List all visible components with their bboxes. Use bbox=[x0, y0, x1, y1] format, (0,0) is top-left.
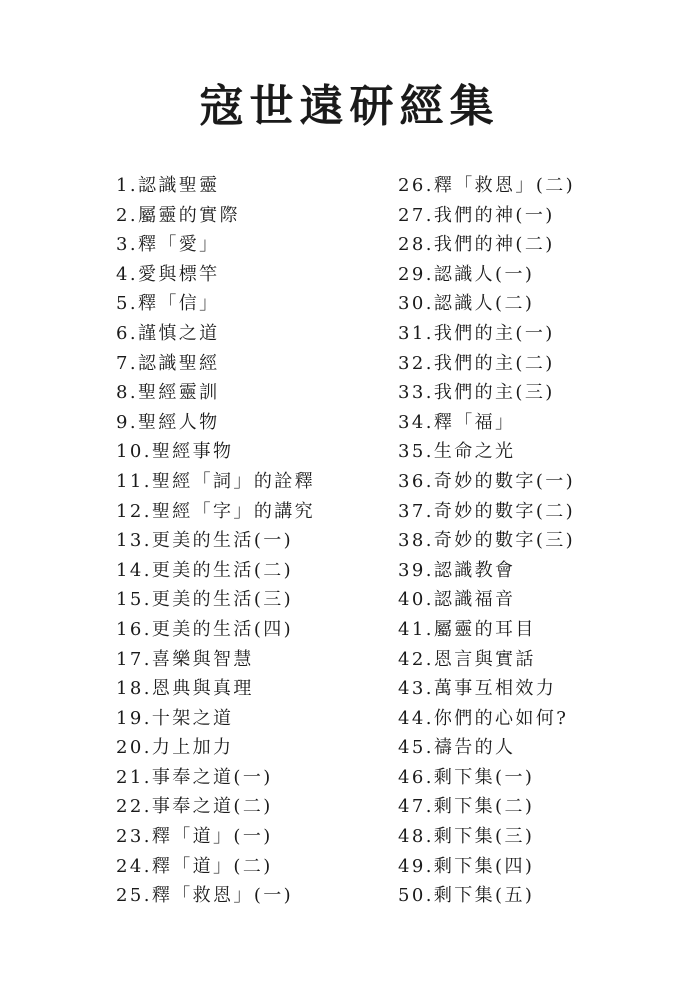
list-item: 11.聖經「詞」的詮釋 bbox=[116, 470, 316, 492]
list-item: 12.聖經「字」的講究 bbox=[116, 500, 316, 522]
list-item: 39.認識教會 bbox=[398, 559, 516, 581]
list-item: 5.釋「信」 bbox=[116, 293, 220, 315]
list-item: 7.認識聖經 bbox=[116, 352, 220, 374]
list-item: 14.更美的生活(二) bbox=[116, 559, 294, 581]
list-item: 24.釋「道」(二) bbox=[116, 855, 273, 877]
list-item: 31.我們的主(一) bbox=[398, 322, 555, 344]
list-item: 28.我們的神(二) bbox=[398, 234, 555, 256]
list-item: 33.我們的主(三) bbox=[398, 382, 555, 404]
list-item: 4.愛與標竿 bbox=[116, 263, 220, 285]
list-item: 35.生命之光 bbox=[398, 441, 516, 463]
list-item: 37.奇妙的數字(二) bbox=[398, 500, 576, 522]
list-item: 1.認識聖靈 bbox=[116, 175, 220, 196]
list-item: 18.恩典與真理 bbox=[116, 678, 254, 700]
list-item: 49.剩下集(四) bbox=[398, 855, 535, 877]
list-item: 13.更美的生活(一) bbox=[116, 530, 294, 552]
list-item: 45.禱告的人 bbox=[398, 737, 516, 759]
list-item: 9.聖經人物 bbox=[116, 411, 220, 433]
list-item: 42.恩言與實話 bbox=[398, 648, 536, 670]
list-item: 38.奇妙的數字(三) bbox=[398, 530, 576, 552]
list-item: 30.認識人(二) bbox=[398, 293, 535, 315]
list-item: 47.剩下集(二) bbox=[398, 796, 535, 818]
list-item: 20.力上加力 bbox=[116, 737, 234, 759]
volume-list-left bbox=[116, 171, 386, 911]
list-item: 15.更美的生活(三) bbox=[116, 589, 294, 611]
list-item: 43.萬事互相效力 bbox=[398, 678, 557, 700]
page-title: 寇世遠研經集 bbox=[199, 81, 500, 133]
list-item: 41.屬靈的耳目 bbox=[398, 618, 536, 640]
list-item: 50.剩下集(五) bbox=[398, 885, 535, 907]
list-item: 32.我們的主(二) bbox=[398, 352, 555, 374]
list-item: 40.認識福音 bbox=[398, 589, 516, 611]
list-item: 29.認識人(一) bbox=[398, 263, 535, 285]
list-item: 21.事奉之道(一) bbox=[116, 766, 273, 788]
list-item: 19.十架之道 bbox=[116, 707, 234, 729]
list-item: 25.釋「救恩」(一) bbox=[116, 885, 294, 907]
volume-list-right bbox=[398, 171, 688, 911]
list-item: 22.事奉之道(二) bbox=[116, 796, 273, 818]
list-item: 27.我們的神(一) bbox=[398, 204, 555, 226]
list-item: 46.剩下集(一) bbox=[398, 766, 535, 788]
list-item: 23.釋「道」(一) bbox=[116, 826, 273, 848]
list-item: 16.更美的生活(四) bbox=[116, 618, 294, 640]
list-item: 6.謹慎之道 bbox=[116, 322, 220, 344]
list-item: 44.你們的心如何? bbox=[398, 707, 569, 729]
list-item: 34.釋「福」 bbox=[398, 411, 516, 433]
list-item: 26.釋「救恩」(二) bbox=[398, 175, 576, 196]
list-item: 10.聖經事物 bbox=[116, 441, 234, 463]
list-item: 8.聖經靈訓 bbox=[116, 382, 220, 404]
list-item: 17.喜樂與智慧 bbox=[116, 648, 254, 670]
list-item: 2.屬靈的實際 bbox=[116, 204, 240, 226]
list-item: 3.釋「愛」 bbox=[116, 234, 220, 256]
list-item: 48.剩下集(三) bbox=[398, 826, 535, 848]
list-item: 36.奇妙的數字(一) bbox=[398, 470, 576, 492]
